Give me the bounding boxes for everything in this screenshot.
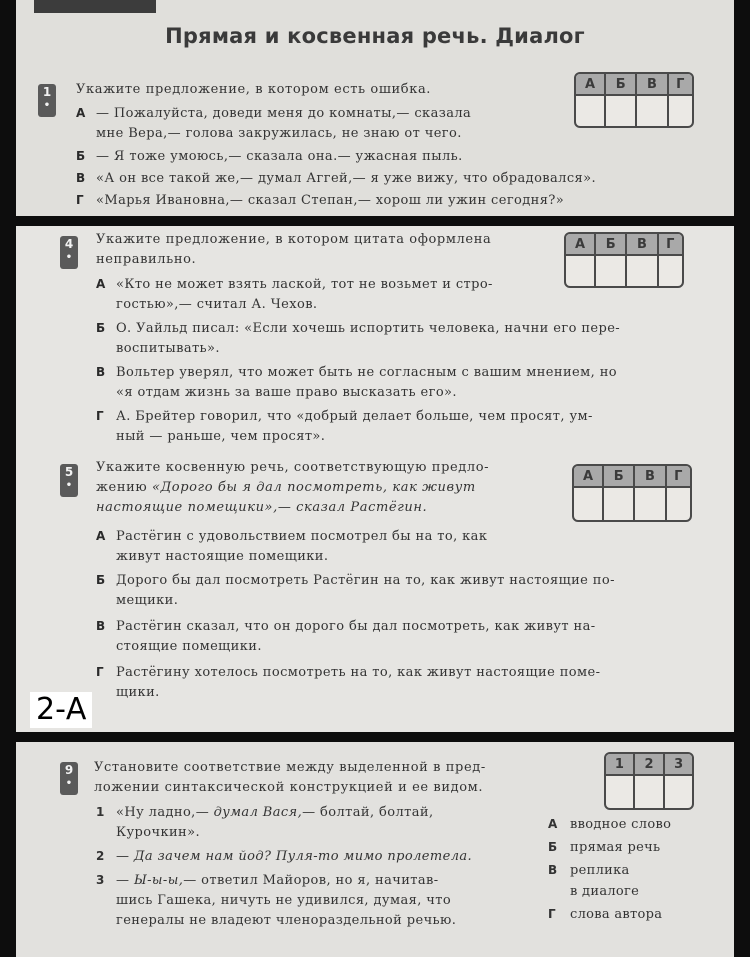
grid-header: Б — [605, 74, 636, 95]
answer-cell[interactable] — [606, 775, 634, 808]
option-b: Б Дорого бы дал посмотреть Растёгин на то, как живут настоящие по- мещики. — [96, 573, 615, 608]
kind-item-line: в диалоге — [570, 884, 640, 899]
grid-header: Б — [603, 466, 634, 487]
grid-header: В — [634, 466, 665, 487]
option-a: А «Кто не может взять лаской, тот не возьмет и стро- гостью»,— считал А. Чехов. — [96, 277, 493, 312]
question-prompt — [94, 758, 486, 798]
grid-header: В — [636, 74, 667, 95]
header-bar — [34, 0, 156, 13]
kind-item: Г слова автора — [548, 907, 663, 922]
answer-cell[interactable] — [664, 775, 692, 808]
prompt-line: Укажите предложение, в котором цитата оформлена — [96, 232, 492, 247]
grid-header: В — [626, 234, 657, 255]
option-v: В Вольтер уверял, что может быть не согласным с вашим мнением, но «я отдам жизнь за ваше право высказать его». — [96, 365, 617, 400]
list-item: 1 «Ну ладно,— думал Вася,— болтай, болтай, Курочкин». — [96, 802, 536, 843]
answer-cell[interactable] — [595, 255, 626, 286]
answer-cell[interactable] — [605, 95, 636, 126]
answer-cell[interactable] — [576, 95, 605, 126]
list-item: 2 — Да зачем нам йод? Пуля-то мимо пролетела. — [96, 849, 473, 864]
answer-cell[interactable] — [566, 255, 595, 286]
kind-item: А вводное слово — [548, 817, 672, 832]
option-b: Б — Я тоже умоюсь,— сказала она.— ужасная пыль. — [76, 149, 463, 164]
question-number-badge: 4 • — [60, 236, 78, 269]
answer-grid — [572, 464, 692, 522]
question-number-badge: 1 • — [38, 84, 56, 117]
answer-cell[interactable] — [626, 255, 657, 286]
kind-item: В реплика в диалоге — [548, 860, 639, 902]
option-a: А Растёгин с удовольствием посмотрел бы на то, как живут настоящие помещики. — [96, 529, 488, 564]
answer-cell[interactable] — [658, 255, 682, 286]
option-g: Г Растёгину хотелось посмотреть на то, как живут настоящие поме- щики. — [96, 665, 601, 700]
item-line: генералы не владеют членораздельной речью. — [116, 913, 457, 928]
answer-cell[interactable] — [634, 775, 665, 808]
answer-grid — [574, 72, 694, 128]
option-a: А — Пожалуйста, доведи меня до комнаты,— сказала мне Вера,— голова закружилась, не знаю от чего. — [76, 106, 472, 141]
answer-cell[interactable] — [636, 95, 667, 126]
grid-header: 1 — [606, 754, 634, 775]
answer-cell[interactable] — [574, 487, 603, 520]
question-prompt — [96, 458, 489, 518]
item-line: шись Гашека, ничуть не удивился, думая, что — [116, 893, 452, 908]
grid-header: Г — [666, 466, 690, 487]
kind-item: Б прямая речь — [548, 840, 661, 855]
question-number-badge: 5 • — [60, 464, 78, 497]
option-g: Г «Марья Ивановна,— сказал Степан,— хорош ли ужин сегодня?» — [76, 193, 565, 208]
answer-grid — [564, 232, 684, 288]
grid-header: 2 — [634, 754, 665, 775]
grid-header: А — [574, 466, 603, 487]
grid-header: Г — [668, 74, 692, 95]
grid-header: Б — [595, 234, 626, 255]
prompt-line: ложении синтаксической конструкцией и ее видом. — [94, 780, 484, 795]
question-number-badge: 9 • — [60, 762, 78, 795]
page-title: Прямая и косвенная речь. Диалог — [165, 24, 585, 48]
prompt-line: неправильно. — [96, 252, 197, 267]
answer-cell[interactable] — [634, 487, 665, 520]
handwritten-answer-note: 2-А — [30, 692, 92, 728]
page-fragment-2 — [16, 226, 734, 732]
option-g: Г А. Брейтер говорил, что «добрый делает больше, чем просят, ум- ный — раньше, чем просят». — [96, 409, 593, 444]
answer-grid — [604, 752, 694, 810]
grid-header: А — [576, 74, 605, 95]
prompt-line: Установите соответствие между выделенной в пред- — [94, 760, 486, 775]
grid-header: 3 — [664, 754, 692, 775]
grid-header: А — [566, 234, 595, 255]
list-item: 3 — Ы-ы-ы,— ответил Майоров, но я, начитав- шись Гашека, ничуть не удивился, думая, что генералы не владеют членораздельной речью. — [96, 870, 536, 931]
answer-cell[interactable] — [666, 487, 690, 520]
item-line: Курочкин». — [116, 825, 200, 840]
question-prompt: Укажите предложение, в котором есть ошибка. — [76, 82, 432, 97]
answer-cell[interactable] — [603, 487, 634, 520]
page-fragment-3 — [16, 742, 734, 957]
prompt-line: настоящие помещики»,— сказал Растёгин. — [96, 500, 428, 515]
page-fragment-1 — [16, 0, 734, 216]
option-v: В «А он все такой же,— думал Аггей,— я уже вижу, что обрадовался». — [76, 171, 597, 186]
answer-cell[interactable] — [668, 95, 692, 126]
option-b: Б О. Уайльд писал: «Если хочешь испортить человека, начни его пере- воспитывать». — [96, 321, 621, 356]
option-v: В Растёгин сказал, что он дорого бы дал посмотреть, как живут на- стоящие помещики. — [96, 619, 596, 654]
question-prompt — [96, 230, 491, 270]
prompt-line: Укажите косвенную речь, соответствующую предло- — [96, 460, 490, 475]
prompt-line: жению «Дорого бы я дал посмотреть, как живут — [96, 480, 476, 495]
grid-header: Г — [658, 234, 682, 255]
